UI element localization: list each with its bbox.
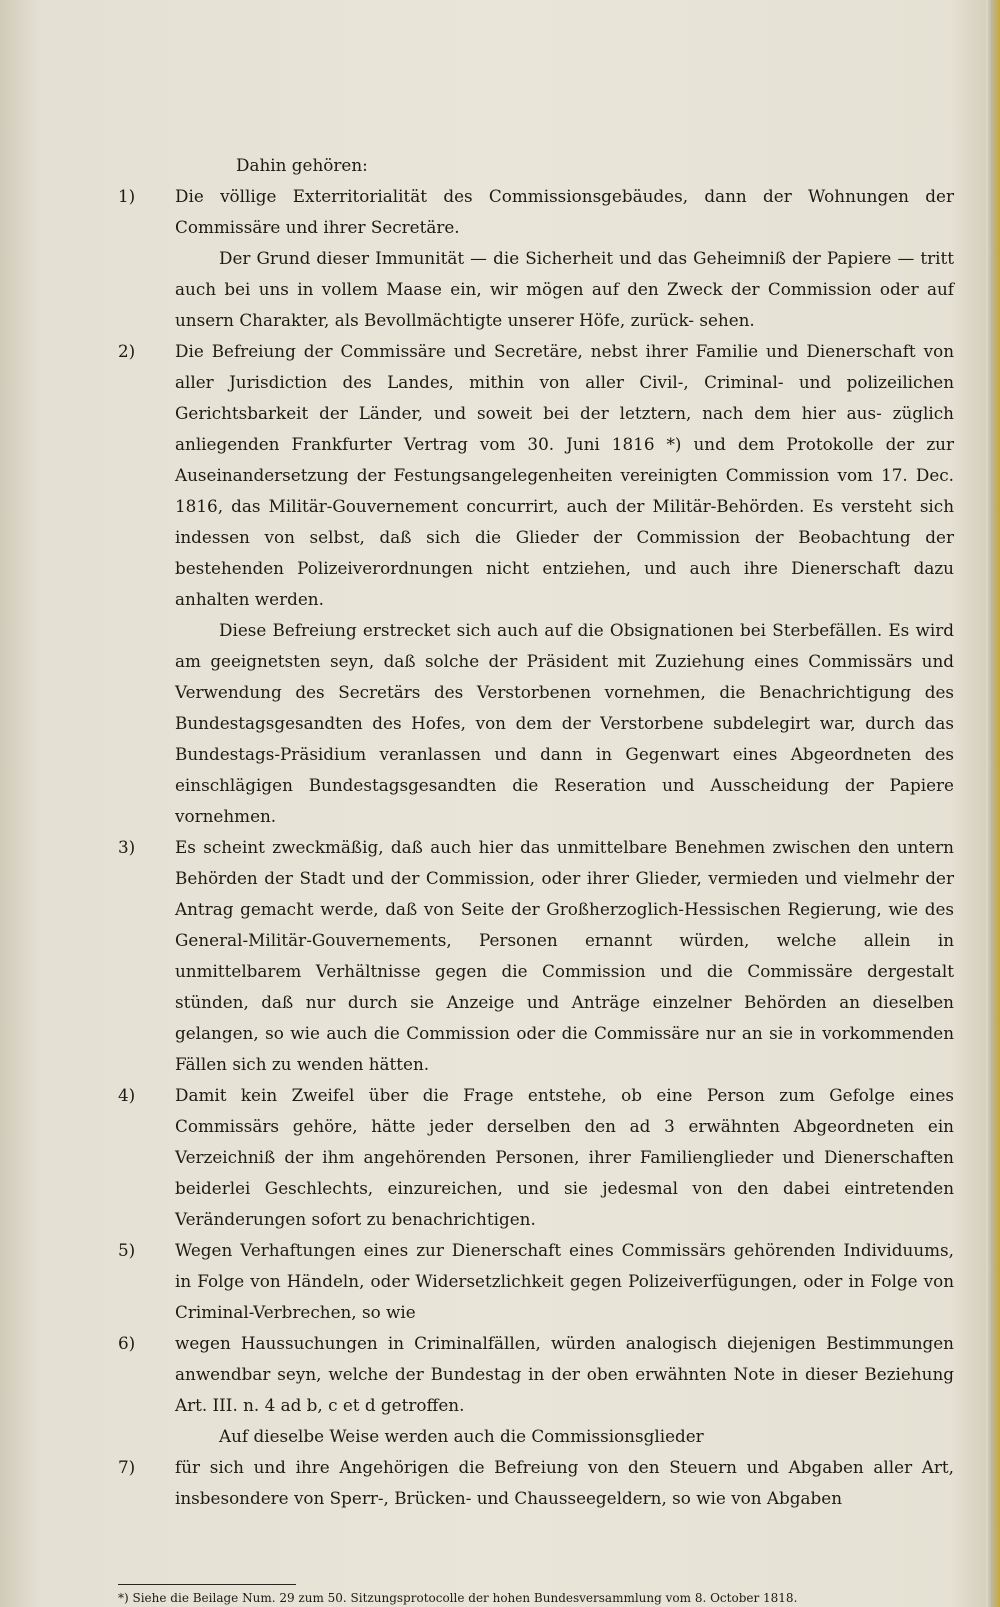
- item-number: 2): [118, 341, 136, 361]
- paragraph-commission-members: Auf dieselbe Weise werden auch die Commissionsglieder: [219, 1426, 704, 1446]
- item-number: 3): [118, 837, 136, 857]
- intro-line: Dahin gehören:: [236, 155, 368, 175]
- item-text: Die Befreiung der Commissäre und Secretäre, nebst ihrer Familie und Dienerschaft von aller Jurisdiction des Landes, mithin von aller Civil-, Criminal- und polizeilichen Gerichtsbarkeit der Länder, und soweit bei der letztern, nach dem hier aus- züglich anliegenden Frankfurter Vertrag vom 30. Juni 1816 *) und dem Protokolle der zur Auseinandersetzung der Festungsangelegenheiten vereinigten Commission vom 17. Dec. 1816, das Militär-Gouvernement concurrirt, auch der Militär-Behörden. Es versteht sich indessen von selbst, daß sich die Glieder der Commission der Beobachtung der bestehenden Polizeiverordnungen nicht entziehen, und auch ihre Dienerschaft dazu anhalten werden.: [175, 341, 954, 609]
- footnote: *) Siehe die Beilage Num. 29 zum 50. Sitzungsprotocolle der hohen Bundesversammlung vom 8. October 1818.: [118, 1591, 798, 1605]
- page-edge: [986, 0, 1000, 1607]
- item-text: Damit kein Zweifel über die Frage entstehe, ob eine Person zum Gefolge eines Commissärs gehöre, hätte jeder derselben den ad 3 erwähnten Abgeordneten ein Verzeichniß der ihm angehörenden Personen, ihrer Familienglieder und Dienerschaften beiderlei Geschlechts, einzureichen, und sie jedesmal von den dabei eintretenden Veränderungen sofort zu benachrichtigen.: [175, 1085, 954, 1229]
- list-item-2: [118, 336, 954, 615]
- list-item-1: [118, 181, 954, 243]
- paragraph-immunity: Der Grund dieser Immunität — die Sicherheit und das Geheimniß der Papiere — tritt auch bei uns in vollem Maase ein, wir mögen auf den Zweck der Commission oder auf unsern Charakter, als Bevollmächtigte unserer Höfe, zurück- sehen.: [175, 248, 954, 330]
- item-number: 5): [118, 1240, 136, 1260]
- paragraph-obsignation: Diese Befreiung erstrecket sich auch auf die Obsignationen bei Sterbefällen. Es wird am geeignetsten seyn, daß solche der Präsident mit Zuziehung eines Commissärs und Verwendung des Secretärs des Verstorbenen vornehmen, die Benachrichtigung des Bundestagsgesandten des Hofes, von dem der Verstorbene subdelegirt war, durch das Bundestags-Präsidium veranlassen und dann in Gegenwart eines Abgeordneten des einschlägigen Bundestagsgesandten die Reseration und Ausscheidung der Papiere vornehmen.: [175, 620, 954, 826]
- item-number: 7): [118, 1457, 136, 1477]
- item-number: 1): [118, 186, 136, 206]
- item-text: für sich und ihre Angehörigen die Befreiung von den Steuern und Abgaben aller Art, insbesondere von Sperr-, Brücken- und Chausseegeldern, so wie von Abgaben: [175, 1457, 954, 1508]
- item-number: 6): [118, 1333, 136, 1353]
- list-item-4: [118, 1080, 954, 1235]
- item-text: Es scheint zweckmäßig, daß auch hier das unmittelbare Benehmen zwischen den untern Behörden der Stadt und der Commission, oder ihrer Glieder, vermieden und vielmehr der Antrag gemacht werde, daß von Seite der Großherzoglich-Hessischen Regierung, wie des General-Militär-Gouvernements, Personen ernannt würden, welche allein in unmittelbarem Verhältnisse gegen die Commission und die Commissäre dergestalt stünden, daß nur durch sie Anzeige und Anträge einzelner Behörden an dieselben gelangen, so wie auch die Commission oder die Commissäre nur an sie in vorkommenden Fällen sich zu wenden hätten.: [175, 837, 954, 1074]
- item-text: wegen Haussuchungen in Criminalfällen, würden analogisch diejenigen Bestimmungen anwendbar seyn, welche der Bundestag in der oben erwähnten Note in dieser Beziehung Art. III. n. 4 ad b, c et d getroffen.: [175, 1333, 954, 1415]
- item-text: Wegen Verhaftungen eines zur Dienerschaft eines Commissärs gehörenden Individuums, in Folge von Händeln, oder Widersetzlichkeit gegen Polizeiverfügungen, oder in Folge von Criminal-Verbrechen, so wie: [175, 1240, 954, 1322]
- list-item-3: [118, 832, 954, 1080]
- item-text: Die völlige Exterritorialität des Commissionsgebäudes, dann der Wohnungen der Commissäre und ihrer Secretäre.: [175, 186, 954, 237]
- list-item-7: [118, 1452, 954, 1514]
- main-text: [118, 150, 954, 1514]
- item-number: 4): [118, 1085, 136, 1105]
- list-item-6: [118, 1328, 954, 1421]
- footnote-divider: [118, 1584, 296, 1585]
- list-item-5: [118, 1235, 954, 1328]
